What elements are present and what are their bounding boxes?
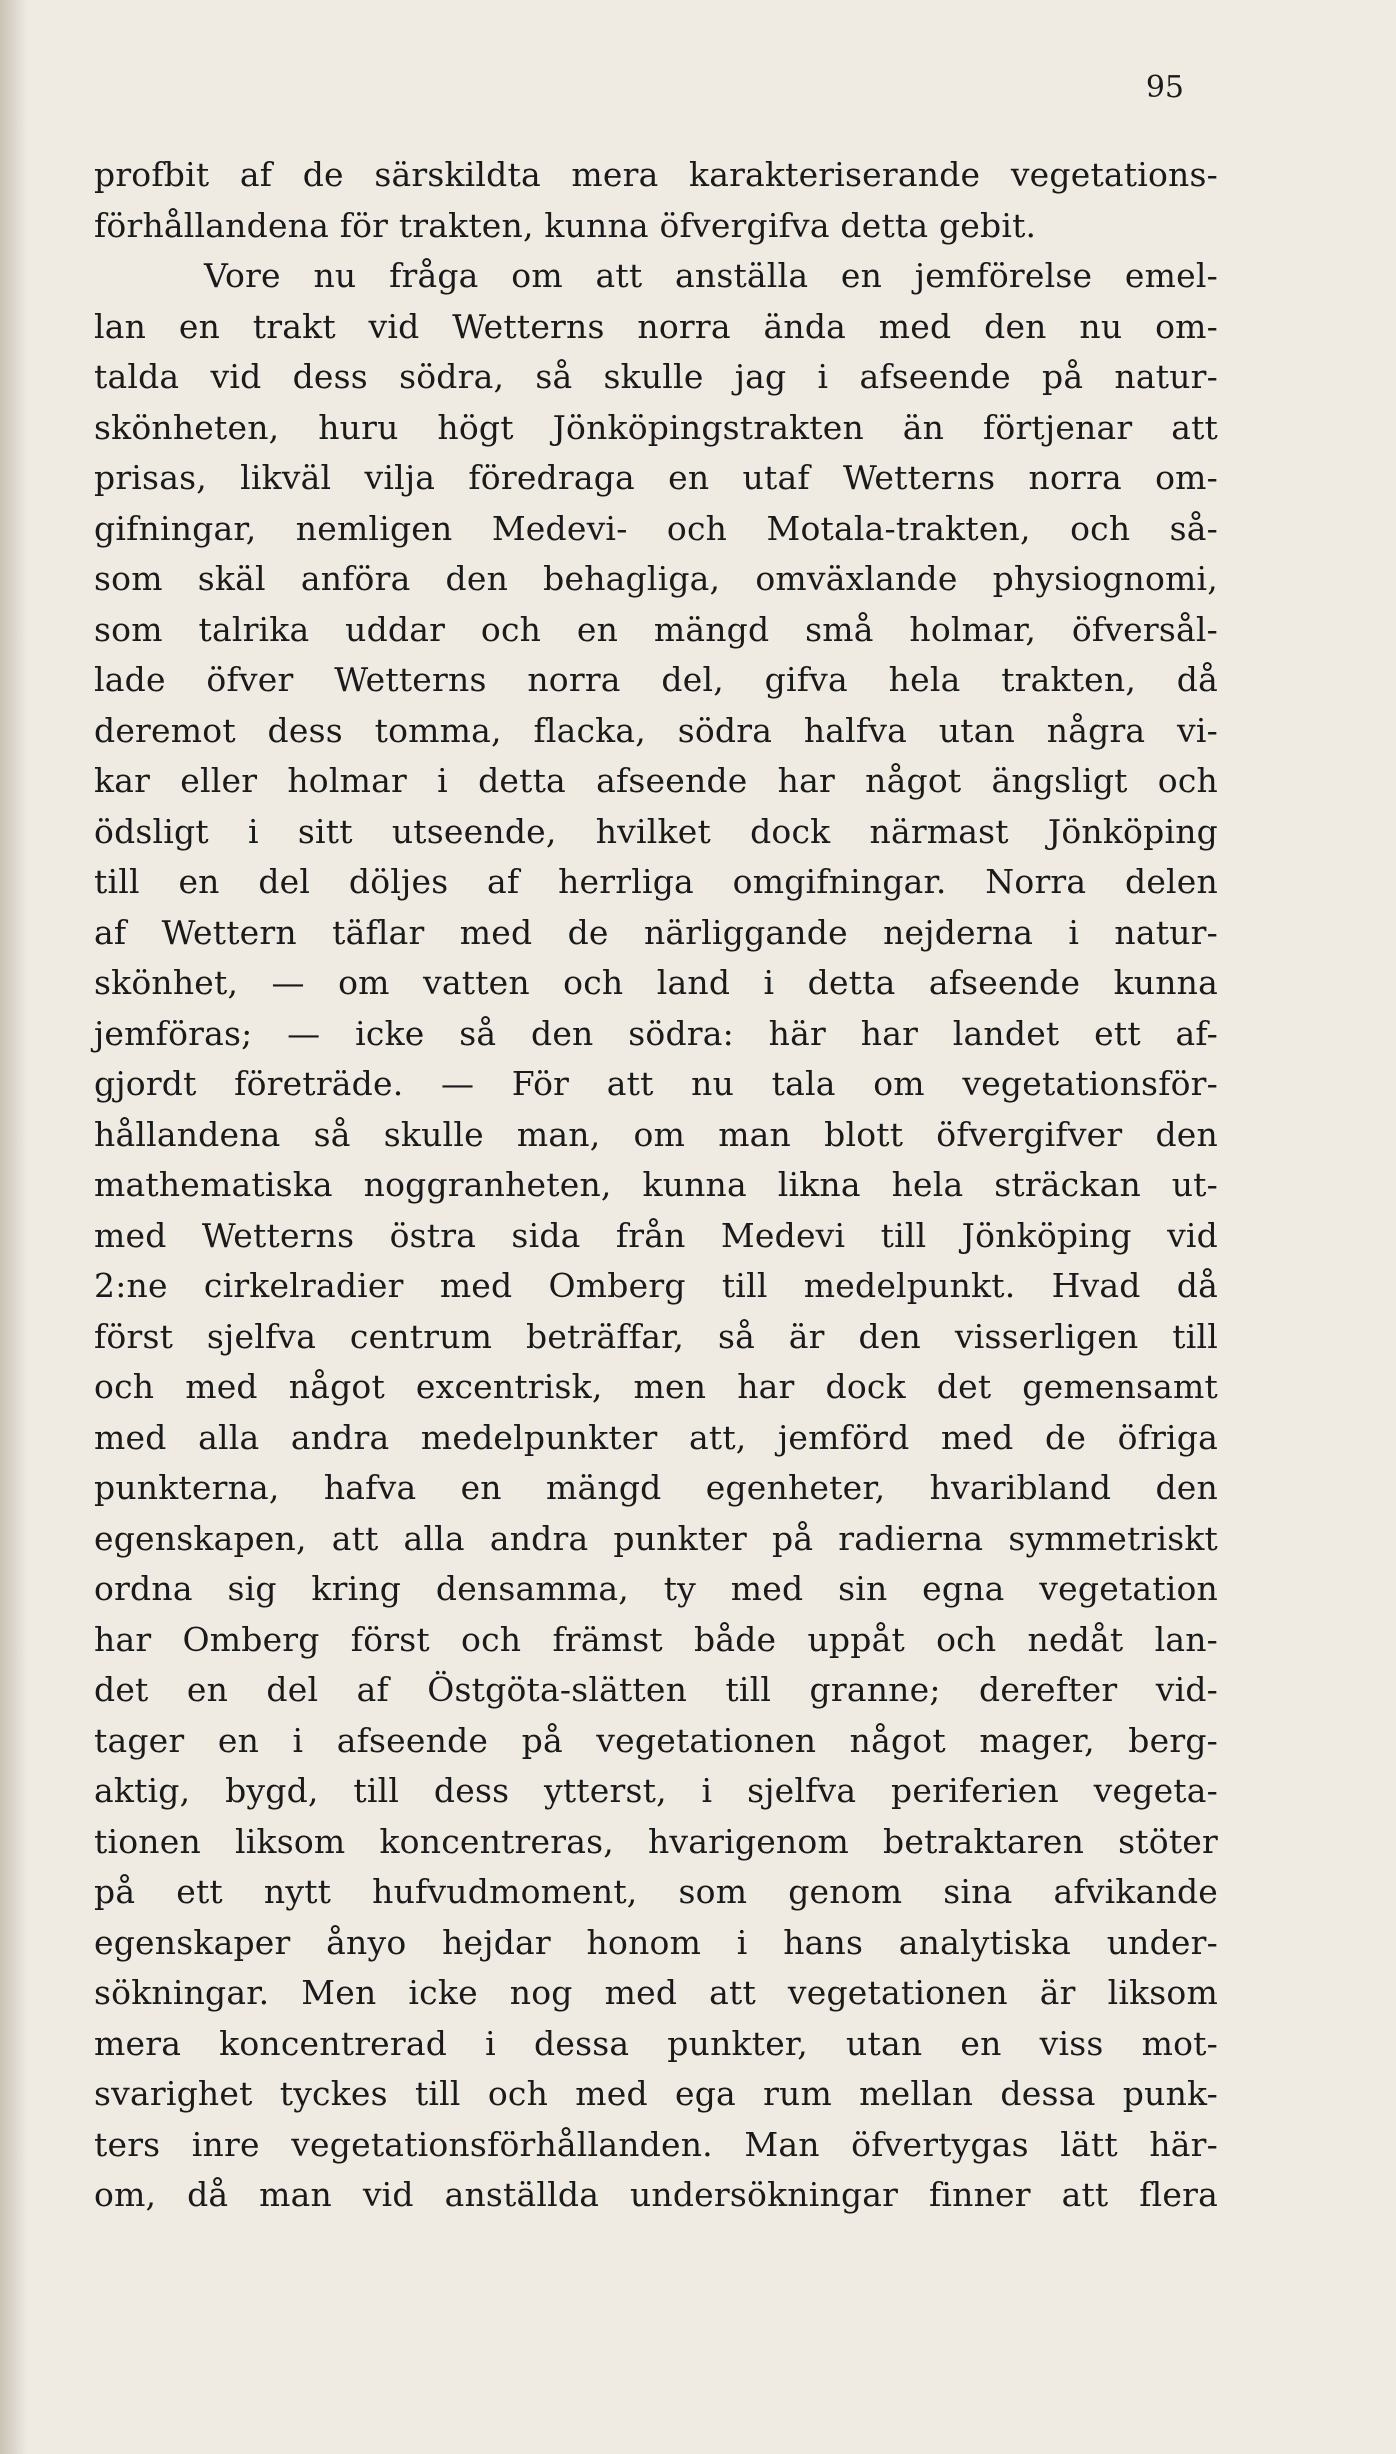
text-line: hållandena så skulle man, om man blott öfvergifver den <box>94 1114 1218 1154</box>
text-line: jemföras; — icke så den södra: här har landet ett af- <box>94 1013 1218 1053</box>
text-line: mera koncentrerad i dessa punkter, utan en viss mot- <box>94 2023 1218 2063</box>
text-line: som skäl anföra den behagliga, omväxlande physiognomi, <box>94 559 1218 598</box>
text-line: kar eller holmar i detta afseende har något ängsligt och <box>94 761 1218 800</box>
text-line: först sjelfva centrum beträffar, så är den visserligen till <box>94 1316 1218 1356</box>
text-line: aktig, bygd, till dess ytterst, i sjelfva periferien vegeta- <box>94 1771 1218 1810</box>
text-line: som talrika uddar och en mängd små holmar, öfversål- <box>94 609 1218 649</box>
text-line: af Wettern täflar med de närliggande nejderna i natur- <box>94 912 1218 952</box>
text-line: ordna sig kring densamma, ty med sin egna vegetation <box>94 1569 1218 1608</box>
text-line: gifningar, nemligen Medevi- och Motala-trakten, och så- <box>94 508 1218 548</box>
text-line: talda vid dess södra, så skulle jag i afseende på natur- <box>94 357 1218 396</box>
text-line: förhållandena för trakten, kunna öfvergifva detta gebit. <box>94 205 1037 245</box>
text-line: punkterna, hafva en mängd egenheter, hvaribland den <box>94 1468 1218 1507</box>
page-number: 95 <box>1145 70 1184 105</box>
text-line: ters inre vegetationsförhållanden. Man öfvertygas lätt här- <box>94 2124 1218 2164</box>
text-line: med alla andra medelpunkter att, jemförd med de öfriga <box>94 1417 1218 1457</box>
text-line: ödsligt i sitt utseende, hvilket dock närmast Jönköping <box>94 811 1218 851</box>
text-line: sökningar. Men icke nog med att vegetationen är liksom <box>94 1973 1218 2012</box>
text-line: till en del döljes af herrliga omgifningar. Norra delen <box>94 862 1218 901</box>
text-line: mathematiska noggranheten, kunna likna hela sträckan ut- <box>94 1165 1218 1204</box>
text-line: profbit af de särskildta mera karakteriserande vegetations- <box>94 155 1218 194</box>
text-line: och med något excentrisk, men har dock det gemensamt <box>94 1367 1218 1406</box>
text-line: lan en trakt vid Wetterns norra ända med den nu om- <box>94 306 1218 346</box>
text-line: lade öfver Wetterns norra del, gifva hela trakten, då <box>94 660 1218 699</box>
text-line: skönheten, huru högt Jönköpingstrakten än förtjenar att <box>94 407 1218 447</box>
text-line: har Omberg först och främst både uppåt och nedåt lan- <box>94 1619 1218 1659</box>
text-line: på ett nytt hufvudmoment, som genom sina afvikande <box>94 1872 1218 1911</box>
text-line: tionen liksom koncentreras, hvarigenom betraktaren stöter <box>94 1821 1218 1861</box>
text-line: deremot dess tomma, flacka, södra halfva utan några vi- <box>94 710 1218 750</box>
body-text <box>94 150 1218 2221</box>
text-line: 2:ne cirkelradier med Omberg till medelpunkt. Hvad då <box>94 1266 1218 1305</box>
text-line: tager en i afseende på vegetationen något mager, berg- <box>94 1720 1218 1760</box>
text-line: det en del af Östgöta-slätten till granne; derefter vid- <box>94 1670 1218 1709</box>
text-line: gjordt företräde. — För att nu tala om vegetationsför- <box>94 1064 1218 1103</box>
text-line: skönhet, — om vatten och land i detta afseende kunna <box>94 963 1218 1002</box>
text-line: med Wetterns östra sida från Medevi till Jönköping vid <box>94 1215 1218 1255</box>
text-line: Vore nu fråga om att anställa en jemförelse emel- <box>204 256 1218 295</box>
text-line: egenskaper ånyo hejdar honom i hans analytiska under- <box>94 1922 1218 1962</box>
text-line: prisas, likväl vilja föredraga en utaf Wetterns norra om- <box>94 458 1218 497</box>
text-line: svarighet tyckes till och med ega rum mellan dessa punk- <box>94 2074 1218 2113</box>
text-line: om, då man vid anställda undersökningar finner att flera <box>94 2175 1218 2214</box>
text-line: egenskapen, att alla andra punkter på radierna symmetriskt <box>94 1518 1218 1558</box>
